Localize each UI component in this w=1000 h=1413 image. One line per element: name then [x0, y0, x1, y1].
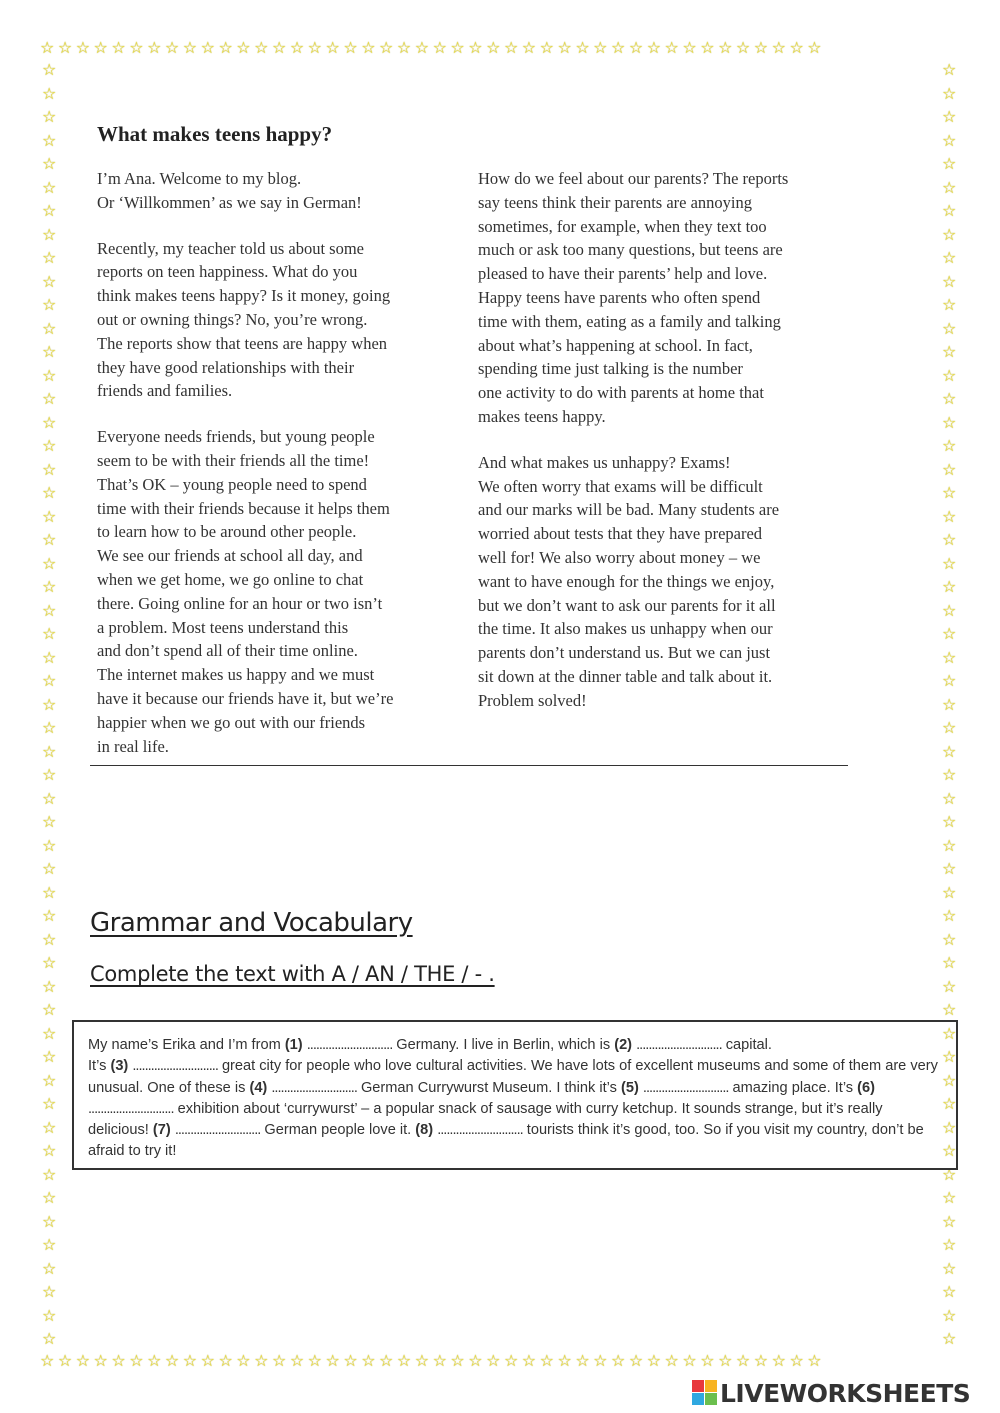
exercise-text: It’s [88, 1058, 111, 1075]
star-border-right: ☆☆☆☆☆☆☆☆☆☆☆☆☆☆☆☆☆☆☆☆☆☆☆☆☆☆☆☆☆☆☆☆☆☆☆☆☆☆☆☆☆☆☆☆☆☆☆☆☆☆☆☆☆☆☆ [942, 60, 957, 1348]
exercise-text: My name’s Erika and I’m from [88, 1037, 285, 1053]
gap-number: (1) [284, 1037, 303, 1053]
exercise-text-box [72, 1020, 958, 1170]
article-paragraph: And what makes us unhappy? Exams! We often worry that exams will be difficult and our marks will be bad. Many students are worried about tests that they have prepared well for! We also worry about money – we want to have enough for the things we enjoy, but we don’t want to ask our parents for it all the time. It also makes us unhappy when our parents don’t understand us. But we can just sit down at the dinner table and talk about it. Problem solved! [478, 452, 780, 710]
liveworksheets-logo[interactable] [692, 1378, 970, 1408]
exercise-text: German Currywurst Museum. I think it’s [356, 1079, 621, 1096]
gap-number: (7) [152, 1122, 171, 1139]
gap-input[interactable]: ............................ [174, 1122, 261, 1139]
star-border-bottom: ☆☆☆☆☆☆☆☆☆☆☆☆☆☆☆☆☆☆☆☆☆☆☆☆☆☆☆☆☆☆☆☆☆☆☆☆☆☆☆☆☆☆☆☆ [40, 1353, 826, 1370]
article-paragraph: Recently, my teacher told us about some reports on teen happiness. What do you think makes teens happy? Is it money, going out or owning things? No, you’re wrong. The reports show that teens are happy when they have good relationships with their friends and families. [97, 238, 391, 401]
article-left-column [97, 167, 467, 780]
gap-input[interactable]: ............................ [437, 1122, 523, 1139]
gap-number: (5) [621, 1079, 639, 1096]
gap-input[interactable]: ............................ [642, 1079, 729, 1096]
logo-squares-icon [692, 1380, 718, 1406]
section-divider [90, 765, 848, 766]
exercise-text: capital. [721, 1037, 772, 1053]
article-title: What makes teens happy? [97, 122, 333, 146]
gap-number: (8) [415, 1122, 434, 1139]
star-border-left: ☆☆☆☆☆☆☆☆☆☆☆☆☆☆☆☆☆☆☆☆☆☆☆☆☆☆☆☆☆☆☆☆☆☆☆☆☆☆☆☆☆☆☆☆☆☆☆☆☆☆☆☆☆☆☆ [42, 60, 57, 1348]
gap-input[interactable]: ............................ [636, 1037, 722, 1053]
article-right-column [478, 167, 858, 735]
exercise-text: exhibition about ‘currywurst’ – a popular snack of sausage with curry ketchup. It sounds strange, but it’s really delicious! [88, 1100, 883, 1139]
gap-number: (4) [249, 1079, 268, 1096]
gap-number: (6) [857, 1079, 875, 1096]
gap-input[interactable]: ............................ [306, 1037, 393, 1053]
gap-input[interactable]: ............................ [88, 1100, 174, 1117]
exercise-text: great city for people who love cultural activities. We have lots of excellent museums and some of them are very unusual. One of these is [88, 1058, 938, 1096]
logo-text: LIVEWORKSHEETS [720, 1378, 971, 1408]
article-paragraph: Everyone needs friends, but young people seem to be with their friends all the time! That’s OK – young people need to spend time with their friends because it helps them to learn how to be around other people. We see our friends at school all day, and when we get home, we go online to chat there. Going online for an hour or two isn’t a problem. Most teens understand this and don’t spend all of their time online. The internet makes us happy and we must have it because our friends have it, but we’re happier when we go out with our friends in real life. [97, 427, 394, 756]
exercise-text: Germany. I live in Berlin, which is [392, 1037, 615, 1053]
star-border-top: ☆☆☆☆☆☆☆☆☆☆☆☆☆☆☆☆☆☆☆☆☆☆☆☆☆☆☆☆☆☆☆☆☆☆☆☆☆☆☆☆☆☆☆☆ [40, 40, 826, 57]
gap-input[interactable]: ............................ [132, 1058, 218, 1075]
article-paragraph: I’m Ana. Welcome to my blog. Or ‘Willkommen’ as we say in German! [97, 169, 362, 212]
exercise-text: tourists think it’s good, too. So if you visit my country, don’t be afraid to try it! [88, 1122, 924, 1160]
exercise-instruction: Complete the text with A / AN / THE / - . [90, 962, 495, 986]
exercise-text: German people love it. [260, 1122, 416, 1139]
section-heading: Grammar and Vocabulary [90, 908, 413, 938]
gap-input[interactable]: ............................ [271, 1079, 357, 1096]
exercise-text: amazing place. It’s [728, 1079, 858, 1096]
gap-number: (3) [110, 1058, 129, 1075]
article-paragraph: How do we feel about our parents? The reports say teens think their parents are annoying sometimes, for example, when they text too much or ask too many questions, but teens are pleased to have their parents’ help and love. Happy teens have parents who often spend time with them, eating as a family and talking about what’s happening at school. In fact, spending time just talking is the number one activity to do with parents at home that makes teens happy. [478, 169, 789, 426]
gap-number: (2) [614, 1037, 633, 1053]
